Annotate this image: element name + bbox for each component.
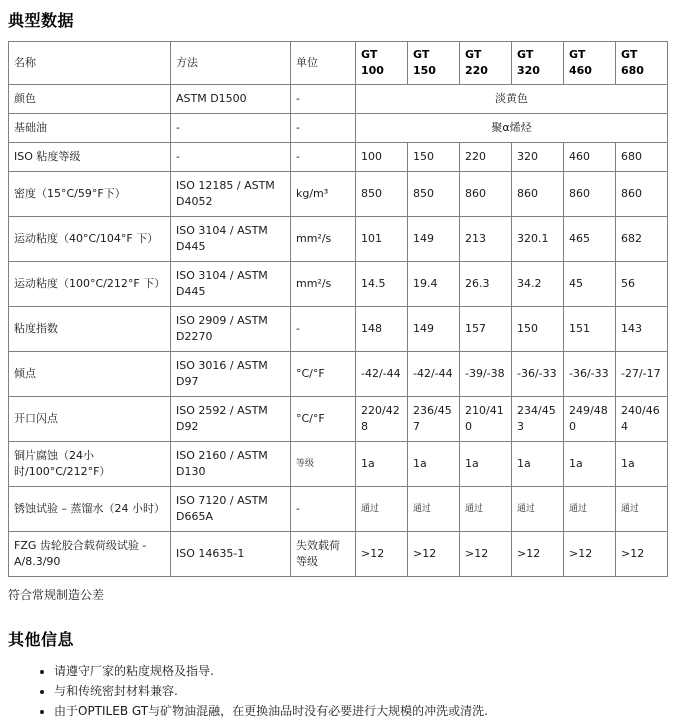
cell-value: >12: [616, 532, 668, 577]
cell-value: 157: [460, 307, 512, 352]
cell-value: 34.2: [512, 262, 564, 307]
cell-method: ISO 14635-1: [171, 532, 291, 577]
cell-value: 56: [616, 262, 668, 307]
cell-value: >12: [408, 532, 460, 577]
page-title: 典型数据: [8, 11, 75, 30]
cell-method: -: [171, 143, 291, 172]
table-row-viscosity-index: [9, 307, 668, 352]
cell-value: 143: [616, 307, 668, 352]
other-info-list: [8, 661, 667, 721]
cell-value: 860: [616, 172, 668, 217]
cell-value: 149: [408, 307, 460, 352]
cell-value: 通过: [616, 487, 668, 532]
column-header-gt460: GT 460: [564, 42, 616, 85]
cell-unit: -: [291, 114, 356, 143]
cell-value: 210/410: [460, 397, 512, 442]
cell-name: 基础油: [9, 114, 171, 143]
cell-value: >12: [460, 532, 512, 577]
cell-unit: kg/m³: [291, 172, 356, 217]
cell-method: -: [171, 114, 291, 143]
cell-value: 682: [616, 217, 668, 262]
cell-value: 通过: [512, 487, 564, 532]
cell-method: ISO 12185 / ASTM D4052: [171, 172, 291, 217]
cell-value: 320: [512, 143, 564, 172]
column-header-gt150: GT 150: [408, 42, 460, 85]
cell-value: -36/-33: [564, 352, 616, 397]
cell-value: 101: [356, 217, 408, 262]
cell-value: 213: [460, 217, 512, 262]
cell-value: 通过: [460, 487, 512, 532]
cell-unit: mm²/s: [291, 217, 356, 262]
cell-value: -36/-33: [512, 352, 564, 397]
cell-value: >12: [564, 532, 616, 577]
cell-name: ISO 粘度等级: [9, 143, 171, 172]
cell-value: 1a: [512, 442, 564, 487]
cell-value: 151: [564, 307, 616, 352]
cell-value: 1a: [564, 442, 616, 487]
cell-value: 850: [408, 172, 460, 217]
cell-method: ISO 7120 / ASTM D665A: [171, 487, 291, 532]
cell-value: 100: [356, 143, 408, 172]
cell-value: 150: [512, 307, 564, 352]
column-header-name: 名称: [9, 42, 171, 85]
cell-value: -42/-44: [408, 352, 460, 397]
table-header-row: [9, 42, 668, 85]
column-header-gt100: GT 100: [356, 42, 408, 85]
cell-unit: 失效载荷等级: [291, 532, 356, 577]
cell-unit: °C/°F: [291, 352, 356, 397]
cell-value: 149: [408, 217, 460, 262]
table-row-density: [9, 172, 668, 217]
cell-value: 220/428: [356, 397, 408, 442]
table-row-rust-test: [9, 487, 668, 532]
cell-unit: -: [291, 307, 356, 352]
cell-value: >12: [356, 532, 408, 577]
cell-value: 680: [616, 143, 668, 172]
column-header-unit: 单位: [291, 42, 356, 85]
cell-value: 14.5: [356, 262, 408, 307]
cell-name: 颜色: [9, 85, 171, 114]
cell-value: 249/480: [564, 397, 616, 442]
cell-method: ISO 2160 / ASTM D130: [171, 442, 291, 487]
column-header-gt680: GT 680: [616, 42, 668, 85]
cell-value: 860: [460, 172, 512, 217]
cell-method: ASTM D1500: [171, 85, 291, 114]
table-row-iso-viscosity-grade: [9, 143, 668, 172]
cell-value: 45: [564, 262, 616, 307]
cell-value: 148: [356, 307, 408, 352]
column-header-gt320: GT 320: [512, 42, 564, 85]
cell-method: ISO 3104 / ASTM D445: [171, 262, 291, 307]
cell-value: -42/-44: [356, 352, 408, 397]
cell-value: 460: [564, 143, 616, 172]
column-header-method: 方法: [171, 42, 291, 85]
cell-name: FZG 齿轮胶合载荷级试验 - A/8.3/90: [9, 532, 171, 577]
cell-name: 锈蚀试验 – 蒸馏水（24 小时）: [9, 487, 171, 532]
other-info-heading: 其他信息: [8, 630, 75, 649]
other-info-bullet: • 由于OPTILEB GT与矿物油混融，在更换油品时没有必要进行大规模的冲洗或清洗.: [54, 701, 667, 721]
cell-merged-value: 淡黄色: [356, 85, 668, 114]
cell-value: >12: [512, 532, 564, 577]
cell-name: 运动粘度（100°C/212°F 下）: [9, 262, 171, 307]
cell-name: 粘度指数: [9, 307, 171, 352]
cell-name: 密度（15°C/59°F下）: [9, 172, 171, 217]
cell-method: ISO 2592 / ASTM D92: [171, 397, 291, 442]
column-header-gt220: GT 220: [460, 42, 512, 85]
cell-value: 150: [408, 143, 460, 172]
cell-value: 850: [356, 172, 408, 217]
cell-method: ISO 3016 / ASTM D97: [171, 352, 291, 397]
cell-value: 26.3: [460, 262, 512, 307]
cell-value: 236/457: [408, 397, 460, 442]
cell-value: 220: [460, 143, 512, 172]
cell-merged-value: 聚α烯烃: [356, 114, 668, 143]
cell-value: 通过: [564, 487, 616, 532]
cell-name: 倾点: [9, 352, 171, 397]
table-row-base-oil: [9, 114, 668, 143]
other-info-bullet: • 与和传统密封材料兼容.: [54, 681, 667, 701]
cell-unit: °C/°F: [291, 397, 356, 442]
table-row-copper-corrosion: [9, 442, 668, 487]
table-row-fzg-test: [9, 532, 668, 577]
cell-value: 240/464: [616, 397, 668, 442]
cell-unit: 等级: [291, 442, 356, 487]
cell-method: ISO 3104 / ASTM D445: [171, 217, 291, 262]
other-info-bullet: • 请遵守厂家的粘度规格及指导.: [54, 661, 667, 681]
manufacturing-tolerance-note: 符合常规制造公差: [8, 588, 105, 602]
cell-value: 1a: [408, 442, 460, 487]
cell-value: 19.4: [408, 262, 460, 307]
table-row-kinematic-viscosity-40: [9, 217, 668, 262]
cell-value: 1a: [460, 442, 512, 487]
cell-value: -27/-17: [616, 352, 668, 397]
cell-name: 铜片腐蚀（24小时/100°C/212°F）: [9, 442, 171, 487]
cell-value: 320.1: [512, 217, 564, 262]
table-row-color: [9, 85, 668, 114]
cell-value: 465: [564, 217, 616, 262]
cell-unit: -: [291, 143, 356, 172]
cell-value: 860: [564, 172, 616, 217]
cell-value: 通过: [408, 487, 460, 532]
cell-name: 运动粘度（40°C/104°F 下）: [9, 217, 171, 262]
cell-unit: -: [291, 85, 356, 114]
cell-value: 1a: [356, 442, 408, 487]
cell-unit: mm²/s: [291, 262, 356, 307]
table-row-kinematic-viscosity-100: [9, 262, 668, 307]
cell-value: 234/453: [512, 397, 564, 442]
cell-unit: -: [291, 487, 356, 532]
cell-value: 通过: [356, 487, 408, 532]
typical-data-table: [8, 41, 668, 577]
table-row-flash-point: [9, 397, 668, 442]
cell-value: 1a: [616, 442, 668, 487]
cell-method: ISO 2909 / ASTM D2270: [171, 307, 291, 352]
cell-name: 开口闪点: [9, 397, 171, 442]
cell-value: 860: [512, 172, 564, 217]
cell-value: -39/-38: [460, 352, 512, 397]
table-row-pour-point: [9, 352, 668, 397]
